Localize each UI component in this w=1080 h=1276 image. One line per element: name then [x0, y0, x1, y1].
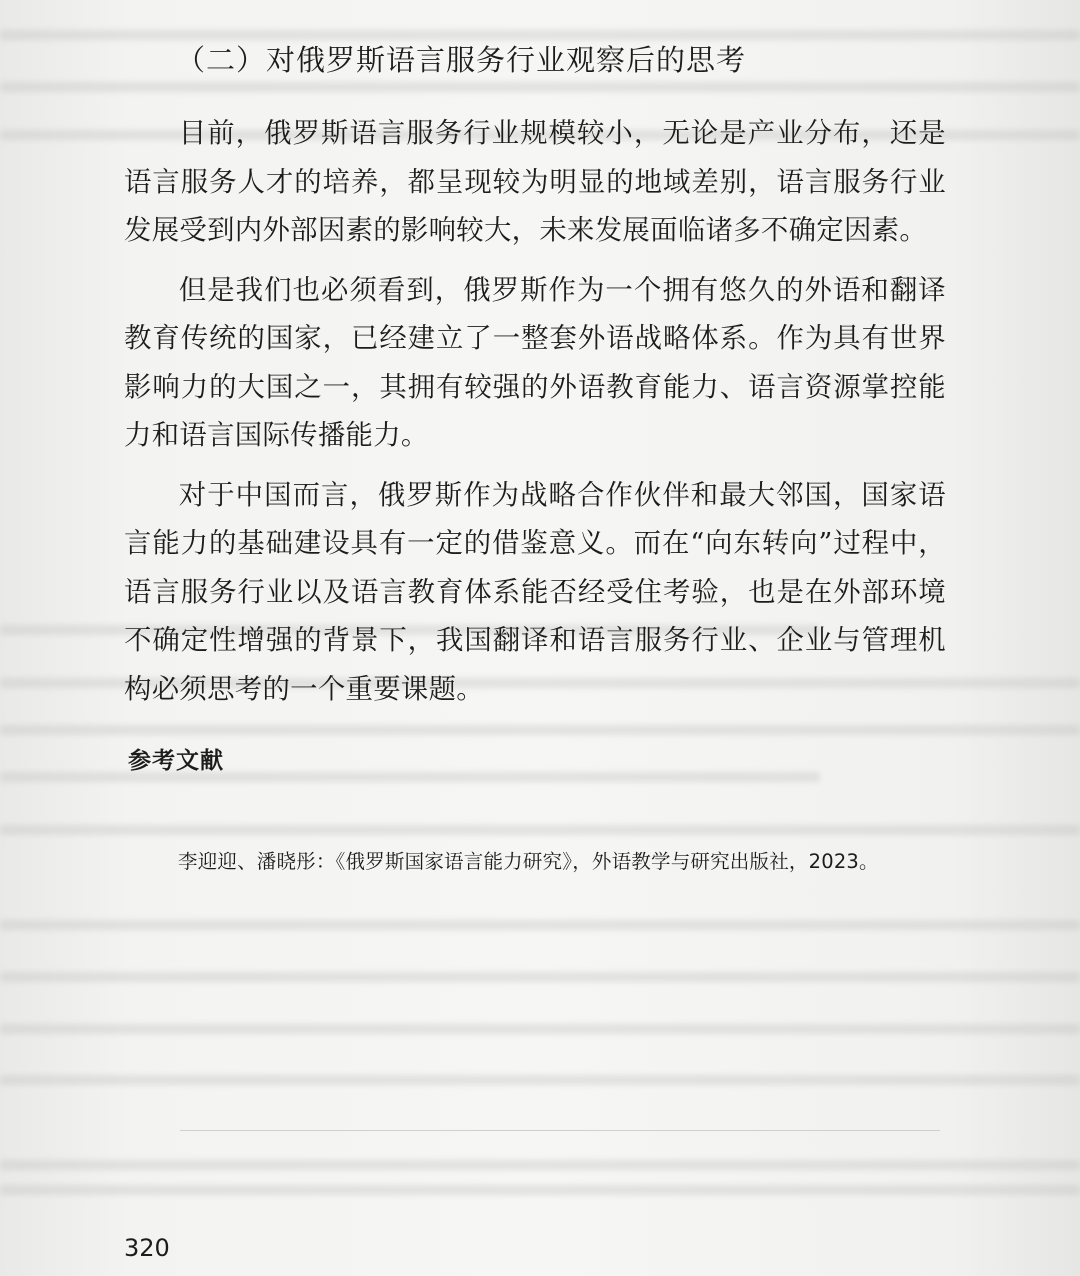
paragraph: 目前，俄罗斯语言服务行业规模较小，无论是产业分布，还是语言服务人才的培养，都呈现较为明显的地域差别，语言服务行业发展受到内外部因素的影响较大，未来发展面临诸多不确定因素。: [124, 118, 946, 246]
page-number: 320: [124, 1234, 170, 1262]
footnote-divider: [180, 1130, 940, 1131]
book-page: [124, 0, 946, 1276]
section-heading: （二）对俄罗斯语言服务行业观察后的思考: [176, 43, 747, 77]
reference-item: 李迎迎、潘晓彤：《俄罗斯国家语言能力研究》，外语教学与研究出版社，2023。: [178, 850, 879, 873]
body-text: [124, 110, 946, 725]
paragraph: 但是我们也必须看到，俄罗斯作为一个拥有悠久的外语和翻译教育传统的国家，已经建立了一整套外语战略体系。作为具有世界影响力的大国之一，其拥有较强的外语教育能力、语言资源掌控能力和语言国际传播能力。: [124, 274, 946, 451]
references-heading: 参考文献: [128, 748, 224, 774]
paragraph: 对于中国而言，俄罗斯作为战略合作伙伴和最大邻国，国家语言能力的基础建设具有一定的借鉴意义。而在“向东转向”过程中，语言服务行业以及语言教育体系能否经受住考验，也是在外部环境不确定性增强的背景下，我国翻译和语言服务行业、企业与管理机构必须思考的一个重要课题。: [124, 479, 946, 705]
